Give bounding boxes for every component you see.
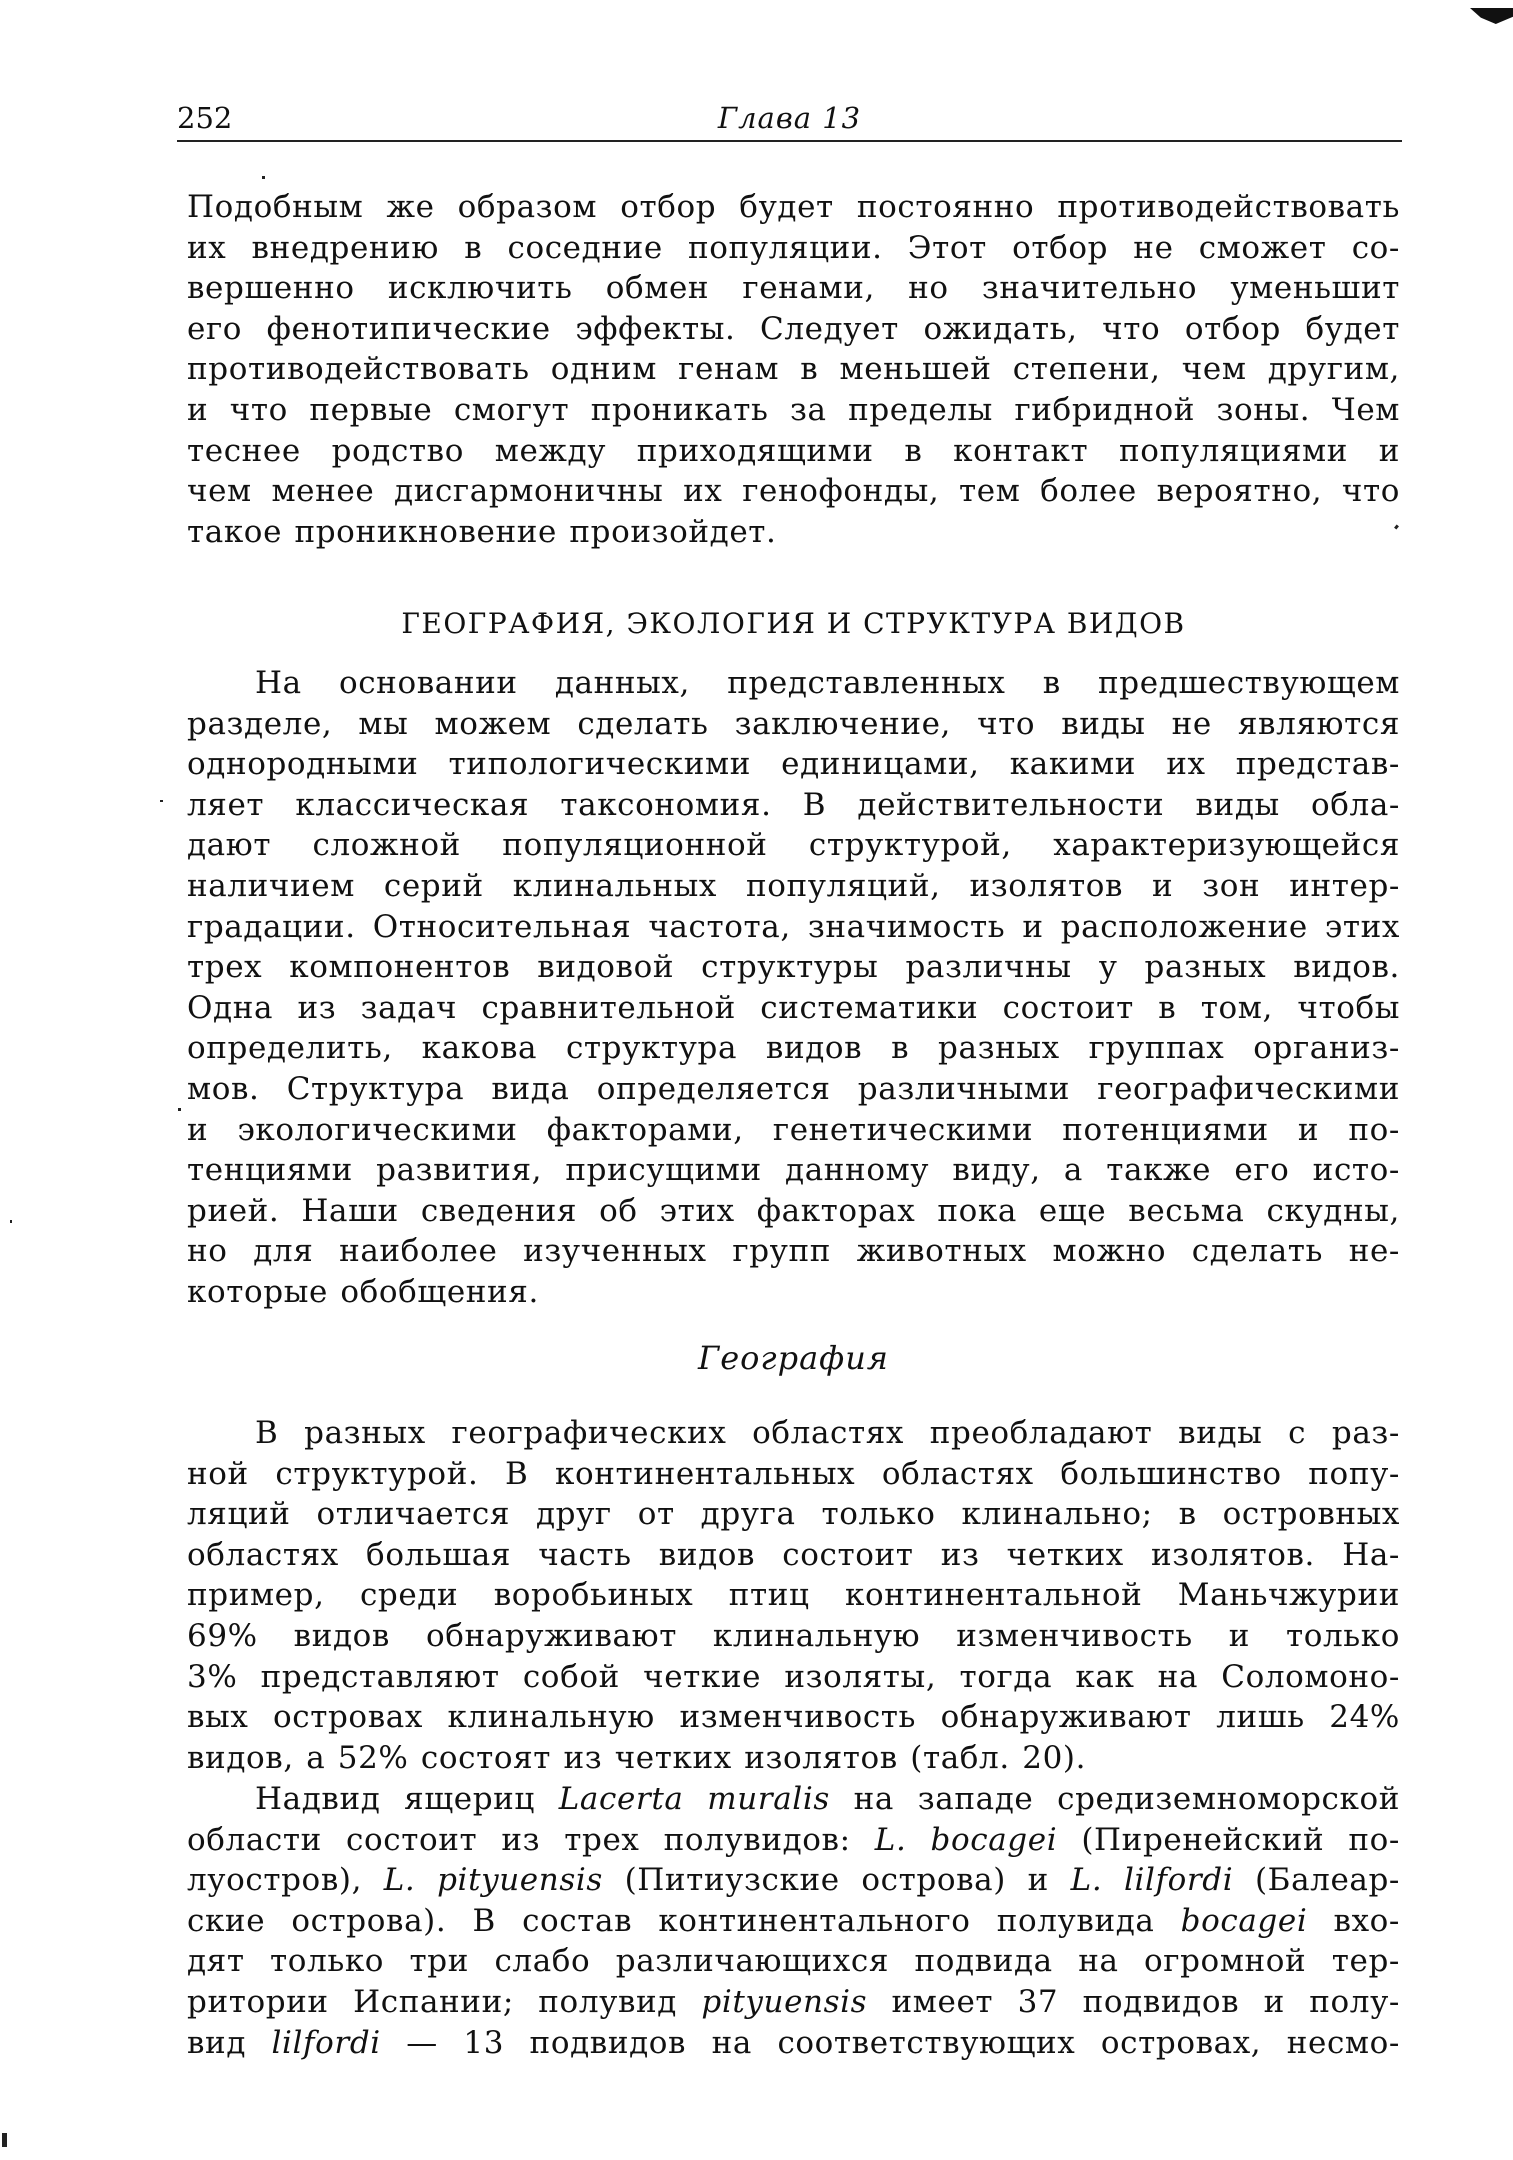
text-run: (Питиузские острова) и — [602, 1862, 1071, 1899]
text-run: ские острова). В состав континентального полувида — [187, 1902, 1181, 1939]
text-line: и что первые смогут проникать за пределы гибридной зоны. Чем — [187, 391, 1400, 428]
scan-speck — [10, 1220, 12, 1223]
text-run: ритории Испании; полувид — [187, 1983, 702, 2020]
scan-artifact — [1470, 8, 1513, 24]
paragraph-geography — [187, 1413, 1400, 1778]
text-line: областях большая часть видов состоит из четких изолятов. На- — [187, 1536, 1400, 1573]
text-line: однородными типологическими единицами, какими их представ- — [187, 746, 1400, 783]
text-line: градации. Относительная частота, значимость и расположение этих — [187, 908, 1400, 945]
text-line: 69% видов обнаруживают клинальную изменчивость и только — [187, 1617, 1400, 1654]
text-line: вершенно исключить обмен генами, но значительно уменьшит — [187, 270, 1400, 307]
text-line: противодействовать одним генам в меньшей степени, чем другим, — [187, 351, 1400, 388]
latin-name: bocagei — [1180, 1902, 1308, 1939]
text-run: Надвид ящериц — [255, 1781, 559, 1817]
text-run: (Пиренейский по- — [1057, 1821, 1400, 1858]
text-line: которые обобщения. — [187, 1273, 539, 1310]
latin-name: Lacerta muralis — [558, 1781, 830, 1817]
text-line: ляет классическая таксономия. В действительности виды обла- — [187, 786, 1400, 823]
latin-name: L. pityuensis — [383, 1862, 603, 1899]
text-line: ляций отличается друг от друга только клинально; в островных — [187, 1496, 1400, 1533]
text-line: чем менее дисгармоничны их генофонды, тем более вероятно, что — [187, 473, 1400, 510]
text-run: луостров), — [187, 1862, 384, 1899]
text-line: мов. Структура вида определяется различными географическими — [187, 1070, 1400, 1107]
text-line: В разных географических областях преобладают виды с раз- — [255, 1415, 1400, 1451]
text-line: их внедрению в соседние популяции. Этот отбор не сможет со- — [187, 229, 1400, 266]
text-run: — 13 подвидов на соответствующих островах, несмо- — [380, 2024, 1400, 2061]
text-run: вхо- — [1307, 1902, 1400, 1939]
text-line — [187, 2023, 1400, 2064]
text-line — [187, 1779, 1400, 1820]
paragraph-continuation — [187, 187, 1400, 552]
text-line — [187, 1901, 1400, 1942]
text-line: пример, среди воробьиных птиц континентальной Маньчжурии — [187, 1577, 1400, 1614]
section-heading: ГЕОГРАФИЯ, ЭКОЛОГИЯ И СТРУКТУРА ВИДОВ — [401, 607, 1186, 640]
scan-speck — [160, 800, 163, 802]
text-line — [187, 1860, 1400, 1901]
text-line: его фенотипические эффекты. Следует ожидать, что отбор будет — [187, 310, 1400, 347]
text-line: такое проникновение произойдет. — [187, 513, 777, 550]
chapter-label: Глава 13 — [717, 101, 862, 135]
text-line: Подобным же образом отбор будет постоянно противодействовать — [187, 189, 1400, 225]
text-line — [187, 1982, 1400, 2023]
latin-name: lilfordi — [271, 2024, 381, 2061]
scan-speck — [262, 176, 265, 179]
latin-name: L. bocagei — [874, 1821, 1058, 1858]
text-line — [187, 1820, 1400, 1861]
latin-name: L. lilfordi — [1070, 1862, 1234, 1899]
header-rule — [177, 140, 1402, 142]
text-line: вых островах клинальную изменчивость обнаруживают лишь 24% — [187, 1699, 1400, 1736]
text-line: но для наиболее изученных групп животных можно сделать не- — [187, 1233, 1400, 1270]
text-line: ной структурой. В континентальных областях большинство попу- — [187, 1455, 1400, 1492]
text-run: на западе средиземноморской — [829, 1781, 1400, 1817]
paragraph-species-structure — [187, 663, 1400, 1313]
subheading-geography: География — [698, 1339, 889, 1377]
text-line: теснее родство между приходящими в контакт популяциями и — [187, 432, 1400, 469]
text-run: дят только три слабо различающихся подвида на огромной тер- — [187, 1943, 1400, 1980]
scan-speck — [2, 2133, 7, 2147]
text-line: и экологическими факторами, генетическими потенциями и по- — [187, 1111, 1400, 1148]
text-line: разделе, мы можем сделать заключение, что виды не являются — [187, 705, 1400, 742]
text-line: На основании данных, представленных в предшествующем — [255, 665, 1400, 701]
text-line: Одна из задач сравнительной систематики состоит в том, чтобы — [187, 989, 1400, 1026]
text-run: вид — [187, 2024, 272, 2061]
text-run: (Балеар- — [1233, 1862, 1400, 1899]
text-line: тенциями развития, присущими данному виду, а также его исто- — [187, 1152, 1400, 1189]
text-line: 3% представляют собой четкие изоляты, тогда как на Соломоно- — [187, 1658, 1400, 1695]
text-line: рией. Наши сведения об этих факторах пока еще весьма скудны, — [187, 1192, 1400, 1229]
text-line: видов, а 52% состоят из четких изолятов (табл. 20). — [187, 1739, 1087, 1776]
paragraph-lacerta — [187, 1779, 1400, 2063]
text-line: наличием серий клинальных популяций, изолятов и зон интер- — [187, 867, 1400, 904]
text-line: трех компонентов видовой структуры различны у разных видов. — [187, 949, 1400, 986]
text-line: определить, какова структура видов в разных группах организ- — [187, 1030, 1400, 1067]
latin-name: pityuensis — [701, 1983, 868, 2020]
text-line — [187, 1941, 1400, 1982]
text-run: области состоит из трех полувидов: — [187, 1821, 875, 1858]
scan-speck — [178, 1108, 181, 1111]
page-number: 252 — [177, 101, 233, 135]
text-run: имеет 37 подвидов и полу- — [867, 1983, 1400, 2020]
running-head — [177, 98, 1402, 138]
text-line: дают сложной популяционной структурой, характеризующейся — [187, 827, 1400, 864]
